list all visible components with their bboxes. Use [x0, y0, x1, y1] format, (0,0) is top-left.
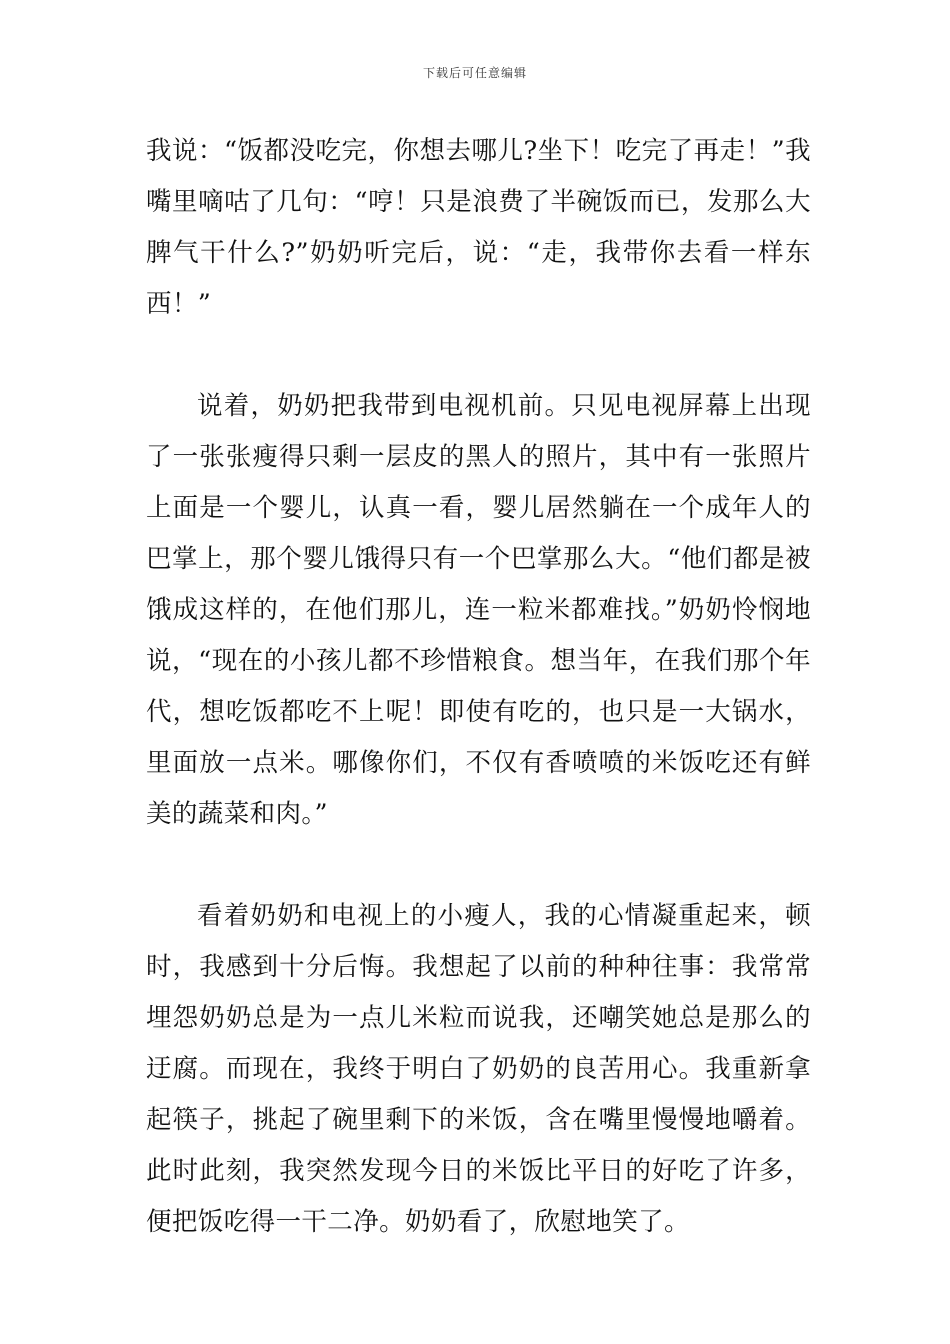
paragraph-2: 说着，奶奶把我带到电视机前。只见电视屏幕上出现了一张张瘦得只剩一层皮的黑人的照片，其中有一张照片上面是一个婴儿，认真一看，婴儿居然躺在一个成年人的巴掌上，那个婴儿饿得只有一个巴掌那么大。“他们都是被饿成这样的，在他们那儿，连一粒米都难找。”奶奶怜悯地说，“现在的小孩儿都不珍惜粮食。想当年，在我们那个年代，想吃饭都吃不上呢！即使有吃的，也只是一大锅水，里面放一点米。哪像你们，不仅有香喷喷的米饭吃还有鲜美的蔬菜和肉。” — [146, 391, 811, 829]
document-body — [146, 126, 811, 1248]
paragraph-gap — [146, 330, 811, 381]
paragraph-3: 看着奶奶和电视上的小瘦人，我的心情凝重起来，顿时，我感到十分后悔。我想起了以前的种种往事：我常常埋怨奶奶总是为一点儿米粒而说我，还嘲笑她总是那么的迂腐。而现在，我终于明白了奶奶的良苦用心。我重新拿起筷子，挑起了碗里剩下的米饭，含在嘴里慢慢地嚼着。此时此刻，我突然发现今日的米饭比平日的好吃了许多，便把饭吃得一干二净。奶奶看了，欣慰地笑了。 — [146, 901, 811, 1237]
header-note: 下载后可任意编辑 — [422, 66, 527, 80]
paragraph-gap — [146, 840, 811, 891]
paragraph-1: 我说：“饭都没吃完，你想去哪儿?坐下！吃完了再走！”我嘴里嘀咕了几句：“哼！只是浪费了半碗饭而已，发那么大脾气干什么?”奶奶听完后，说：“走，我带你去看一样东西！” — [146, 136, 811, 319]
